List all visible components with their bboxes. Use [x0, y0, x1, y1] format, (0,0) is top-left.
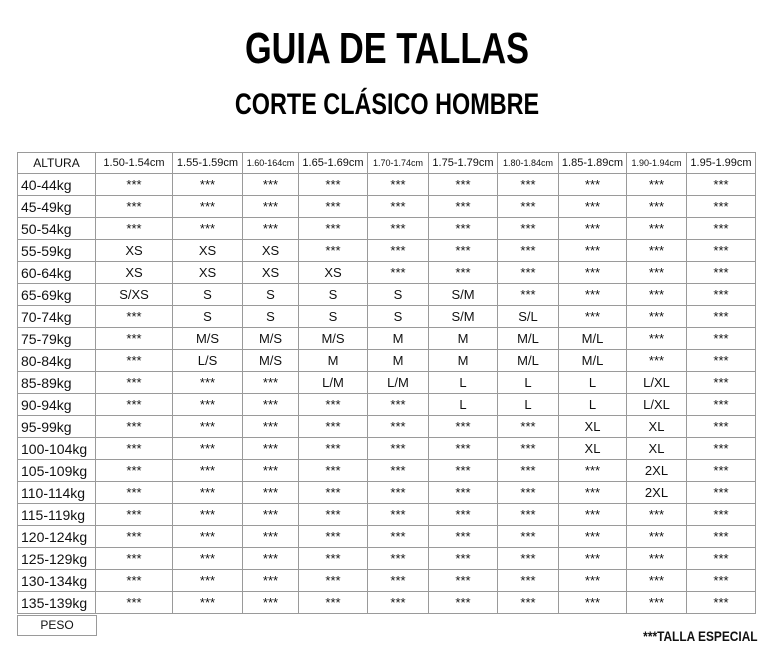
table-header-row [18, 153, 756, 174]
table-row [18, 482, 756, 504]
table-row [18, 328, 756, 350]
size-cell: L [429, 394, 498, 416]
size-cell: *** [243, 570, 299, 592]
height-column-header: 1.60-164cm [243, 153, 299, 174]
table-row [18, 416, 756, 438]
size-cell: *** [368, 240, 429, 262]
size-cell: *** [96, 438, 173, 460]
size-cell: *** [368, 592, 429, 614]
size-cell: *** [368, 196, 429, 218]
weight-row-label: 125-129kg [18, 548, 96, 570]
size-cell: *** [559, 240, 627, 262]
size-cell: *** [498, 416, 559, 438]
size-cell: M [299, 350, 368, 372]
weight-row-label: 130-134kg [18, 570, 96, 592]
size-cell: *** [498, 460, 559, 482]
height-column-header: 1.65-1.69cm [299, 153, 368, 174]
size-cell: L [559, 394, 627, 416]
size-cell: *** [687, 570, 756, 592]
size-cell: *** [96, 306, 173, 328]
size-cell: S [173, 306, 243, 328]
size-cell: *** [173, 460, 243, 482]
size-cell: *** [173, 548, 243, 570]
size-cell: *** [687, 240, 756, 262]
size-cell: *** [429, 460, 498, 482]
size-cell: *** [243, 372, 299, 394]
size-cell: XL [627, 416, 687, 438]
size-cell: S [368, 306, 429, 328]
height-column-header: 1.85-1.89cm [559, 153, 627, 174]
size-cell: *** [429, 592, 498, 614]
size-cell: *** [368, 218, 429, 240]
size-cell: L [429, 372, 498, 394]
size-cell: *** [299, 504, 368, 526]
size-cell: *** [559, 262, 627, 284]
size-cell: M [429, 328, 498, 350]
size-cell: L/M [299, 372, 368, 394]
size-cell: L/S [173, 350, 243, 372]
size-cell: *** [243, 218, 299, 240]
weight-row-label: 75-79kg [18, 328, 96, 350]
size-cell: M/S [299, 328, 368, 350]
size-cell: *** [498, 262, 559, 284]
size-cell: S [243, 284, 299, 306]
size-cell: *** [687, 372, 756, 394]
size-cell: *** [243, 592, 299, 614]
size-cell: *** [96, 174, 173, 196]
table-row [18, 394, 756, 416]
size-cell: M/L [498, 328, 559, 350]
size-cell: *** [687, 328, 756, 350]
size-cell: *** [96, 504, 173, 526]
table-row [18, 460, 756, 482]
size-cell: *** [559, 526, 627, 548]
size-cell: *** [368, 262, 429, 284]
size-cell: *** [173, 482, 243, 504]
weight-row-label: 105-109kg [18, 460, 96, 482]
size-cell: *** [627, 570, 687, 592]
size-cell: *** [429, 482, 498, 504]
size-cell: *** [243, 526, 299, 548]
table-row [18, 504, 756, 526]
size-cell: *** [299, 438, 368, 460]
weight-row-label: 80-84kg [18, 350, 96, 372]
size-cell: *** [173, 196, 243, 218]
size-cell: *** [498, 504, 559, 526]
size-cell: *** [96, 592, 173, 614]
table-row [18, 372, 756, 394]
size-cell: *** [498, 218, 559, 240]
size-cell: *** [173, 504, 243, 526]
weight-row-label: 135-139kg [18, 592, 96, 614]
size-cell: *** [498, 438, 559, 460]
size-cell: *** [687, 482, 756, 504]
size-cell: *** [299, 416, 368, 438]
size-cell: M/L [559, 350, 627, 372]
size-cell: *** [243, 460, 299, 482]
size-cell: *** [96, 416, 173, 438]
table-row [18, 438, 756, 460]
size-cell: M/S [243, 328, 299, 350]
size-cell: *** [299, 570, 368, 592]
size-cell: XL [627, 438, 687, 460]
size-cell: *** [559, 306, 627, 328]
size-cell: *** [429, 526, 498, 548]
size-cell: *** [429, 438, 498, 460]
table-row [18, 240, 756, 262]
table-row [18, 174, 756, 196]
size-cell: *** [173, 174, 243, 196]
table-row [18, 218, 756, 240]
size-cell: *** [299, 526, 368, 548]
size-cell: *** [96, 526, 173, 548]
size-cell: *** [687, 218, 756, 240]
size-cell: *** [173, 526, 243, 548]
size-cell: *** [627, 196, 687, 218]
size-cell: *** [559, 284, 627, 306]
size-cell: M/L [559, 328, 627, 350]
size-cell: *** [96, 328, 173, 350]
size-cell: *** [498, 240, 559, 262]
size-cell: M/S [173, 328, 243, 350]
size-cell: *** [368, 416, 429, 438]
table-row [18, 196, 756, 218]
size-cell: *** [429, 416, 498, 438]
weight-row-label: 60-64kg [18, 262, 96, 284]
size-cell: *** [368, 504, 429, 526]
table-row [18, 350, 756, 372]
weight-row-label: 40-44kg [18, 174, 96, 196]
size-cell: *** [559, 218, 627, 240]
size-cell: XL [559, 416, 627, 438]
size-cell: S [173, 284, 243, 306]
size-cell: *** [243, 196, 299, 218]
height-axis-label: ALTURA [18, 153, 96, 174]
height-column-header: 1.50-1.54cm [96, 153, 173, 174]
size-cell: *** [429, 218, 498, 240]
size-cell: *** [299, 482, 368, 504]
size-cell: *** [173, 218, 243, 240]
size-cell: *** [173, 372, 243, 394]
height-column-header: 1.90-1.94cm [627, 153, 687, 174]
size-cell: *** [429, 196, 498, 218]
weight-row-label: 110-114kg [18, 482, 96, 504]
size-chart-table [17, 152, 756, 614]
size-cell: XS [243, 240, 299, 262]
size-cell: *** [173, 438, 243, 460]
table-row [18, 526, 756, 548]
size-cell: *** [429, 548, 498, 570]
height-column-header: 1.75-1.79cm [429, 153, 498, 174]
size-cell: *** [96, 548, 173, 570]
size-cell: *** [299, 240, 368, 262]
size-cell: M/L [498, 350, 559, 372]
size-cell: *** [559, 482, 627, 504]
height-column-header: 1.55-1.59cm [173, 153, 243, 174]
table-row [18, 306, 756, 328]
size-cell: *** [368, 174, 429, 196]
size-cell: *** [627, 592, 687, 614]
size-cell: *** [627, 328, 687, 350]
size-cell: XL [559, 438, 627, 460]
size-cell: *** [687, 460, 756, 482]
size-cell: L/XL [627, 372, 687, 394]
size-cell: S/M [429, 306, 498, 328]
table-row [18, 592, 756, 614]
size-cell: XS [173, 240, 243, 262]
size-cell: *** [627, 174, 687, 196]
size-cell: *** [627, 548, 687, 570]
size-cell: *** [687, 262, 756, 284]
table-row [18, 570, 756, 592]
size-cell: *** [627, 504, 687, 526]
size-cell: XS [96, 240, 173, 262]
height-column-header: 1.70-1.74cm [368, 153, 429, 174]
size-cell: *** [687, 504, 756, 526]
table-row [18, 284, 756, 306]
size-cell: M [368, 328, 429, 350]
size-cell: *** [687, 438, 756, 460]
size-cell: *** [687, 526, 756, 548]
size-cell: *** [559, 592, 627, 614]
weight-row-label: 90-94kg [18, 394, 96, 416]
size-cell: *** [627, 284, 687, 306]
size-cell: M [429, 350, 498, 372]
size-cell: *** [498, 482, 559, 504]
size-cell: *** [368, 570, 429, 592]
size-cell: S [299, 284, 368, 306]
size-cell: *** [429, 174, 498, 196]
size-cell: *** [627, 240, 687, 262]
height-column-header: 1.95-1.99cm [687, 153, 756, 174]
size-cell: *** [687, 196, 756, 218]
size-cell: S [299, 306, 368, 328]
size-cell: XS [96, 262, 173, 284]
size-cell: M [368, 350, 429, 372]
size-cell: *** [559, 504, 627, 526]
size-cell: XS [299, 262, 368, 284]
size-cell: *** [498, 526, 559, 548]
size-cell: *** [173, 592, 243, 614]
size-cell: L [498, 394, 559, 416]
size-cell: *** [299, 174, 368, 196]
size-cell: *** [559, 174, 627, 196]
table-row [18, 262, 756, 284]
weight-row-label: 95-99kg [18, 416, 96, 438]
size-cell: *** [498, 548, 559, 570]
size-cell: *** [368, 526, 429, 548]
size-cell: *** [243, 174, 299, 196]
size-cell: *** [368, 394, 429, 416]
size-cell: S/M [429, 284, 498, 306]
size-cell: *** [498, 570, 559, 592]
size-cell: *** [96, 350, 173, 372]
size-cell: *** [243, 394, 299, 416]
size-cell: S [243, 306, 299, 328]
weight-row-label: 70-74kg [18, 306, 96, 328]
weight-row-label: 85-89kg [18, 372, 96, 394]
size-cell: 2XL [627, 460, 687, 482]
size-cell: *** [498, 196, 559, 218]
size-cell: L/M [368, 372, 429, 394]
size-cell: M/S [243, 350, 299, 372]
size-cell: *** [687, 394, 756, 416]
size-cell: *** [687, 592, 756, 614]
size-cell: *** [96, 372, 173, 394]
size-cell: *** [299, 394, 368, 416]
size-cell: L/XL [627, 394, 687, 416]
size-cell: *** [299, 460, 368, 482]
size-cell: *** [687, 350, 756, 372]
size-cell: *** [368, 482, 429, 504]
size-cell: *** [299, 196, 368, 218]
size-cell: *** [559, 460, 627, 482]
size-cell: *** [299, 218, 368, 240]
size-cell: XS [173, 262, 243, 284]
size-cell: *** [498, 284, 559, 306]
size-cell: XS [243, 262, 299, 284]
size-cell: *** [299, 592, 368, 614]
size-cell: *** [243, 482, 299, 504]
weight-row-label: 115-119kg [18, 504, 96, 526]
size-cell: L [559, 372, 627, 394]
size-cell: *** [96, 218, 173, 240]
size-cell: L [498, 372, 559, 394]
height-column-header: 1.80-1.84cm [498, 153, 559, 174]
size-cell: *** [243, 438, 299, 460]
size-cell: *** [368, 548, 429, 570]
weight-row-label: 45-49kg [18, 196, 96, 218]
special-size-note: ***TALLA ESPECIAL [643, 628, 758, 644]
size-cell: *** [687, 174, 756, 196]
weight-row-label: 50-54kg [18, 218, 96, 240]
size-cell: *** [429, 504, 498, 526]
size-cell: *** [687, 306, 756, 328]
size-cell: *** [687, 416, 756, 438]
size-cell: *** [96, 482, 173, 504]
size-cell: *** [687, 548, 756, 570]
size-cell: *** [243, 548, 299, 570]
size-cell: *** [96, 394, 173, 416]
size-cell: *** [429, 570, 498, 592]
size-cell: *** [173, 416, 243, 438]
size-cell: *** [429, 240, 498, 262]
size-cell: *** [498, 592, 559, 614]
table-row [18, 548, 756, 570]
size-cell: *** [96, 196, 173, 218]
page-title: GUIA DE TALLAS [244, 24, 530, 73]
size-cell: *** [368, 438, 429, 460]
size-cell: S/XS [96, 284, 173, 306]
weight-row-label: 65-69kg [18, 284, 96, 306]
size-cell: *** [173, 570, 243, 592]
size-cell: S [368, 284, 429, 306]
size-cell: *** [173, 394, 243, 416]
size-cell: 2XL [627, 482, 687, 504]
weight-axis-label: PESO [17, 615, 97, 636]
size-cell: *** [627, 306, 687, 328]
size-cell: S/L [498, 306, 559, 328]
size-cell: *** [559, 196, 627, 218]
size-cell: *** [368, 460, 429, 482]
size-cell: *** [627, 350, 687, 372]
size-cell: *** [687, 284, 756, 306]
size-cell: *** [559, 570, 627, 592]
size-cell: *** [243, 416, 299, 438]
weight-row-label: 100-104kg [18, 438, 96, 460]
size-cell: *** [627, 526, 687, 548]
size-cell: *** [498, 174, 559, 196]
size-cell: *** [559, 548, 627, 570]
page-subtitle: CORTE CLÁSICO HOMBRE [234, 88, 540, 121]
weight-row-label: 120-124kg [18, 526, 96, 548]
weight-row-label: 55-59kg [18, 240, 96, 262]
size-cell: *** [627, 262, 687, 284]
size-cell: *** [96, 570, 173, 592]
size-cell: *** [429, 262, 498, 284]
size-cell: *** [96, 460, 173, 482]
size-cell: *** [627, 218, 687, 240]
size-cell: *** [243, 504, 299, 526]
size-cell: *** [299, 548, 368, 570]
